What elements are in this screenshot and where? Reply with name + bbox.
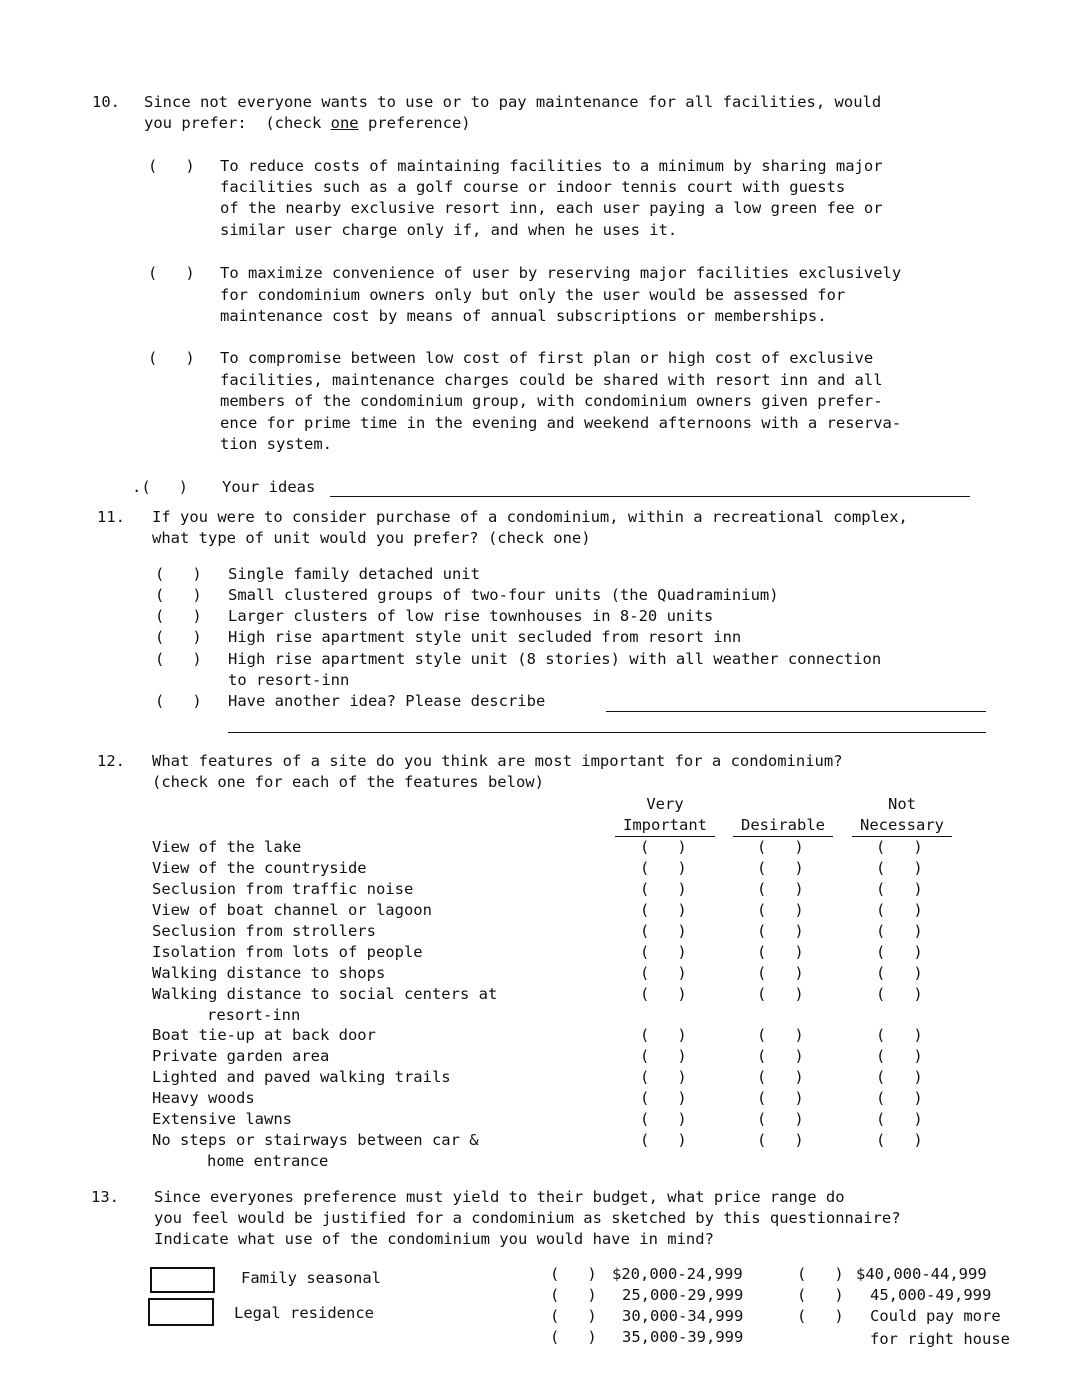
q12-feature-label: Extensive lawns xyxy=(152,1110,292,1128)
q10-ideas-line[interactable] xyxy=(330,496,970,497)
q12-not-necessary-checkbox[interactable]: ( ) xyxy=(876,1026,923,1044)
q12-desirable-checkbox[interactable]: ( ) xyxy=(757,1026,804,1044)
q11-option2-label: Small clustered groups of two-four units (the Quadraminium) xyxy=(228,586,779,604)
q13-price-label-6: 45,000-49,999 xyxy=(870,1286,992,1304)
q10-option3-line1: To compromise between low cost of first plan or high cost of exclusive xyxy=(220,349,874,367)
q13-price-label-1: $20,000-24,999 xyxy=(612,1265,743,1283)
q12-feature-label: Isolation from lots of people xyxy=(152,943,423,961)
q12-number: 12. xyxy=(97,752,125,770)
q10-option3-line2: facilities, maintenance charges could be shared with resort inn and all xyxy=(220,371,883,389)
q12-feature-label: Heavy woods xyxy=(152,1089,255,1107)
q12-desirable-checkbox[interactable]: ( ) xyxy=(757,859,804,877)
q11-option4-label: High rise apartment style unit secluded from resort inn xyxy=(228,628,742,646)
q13-question-line1: Since everyones preference must yield to their budget, what price range do xyxy=(154,1188,845,1206)
q12-question-line1: What features of a site do you think are most important for a condominium? xyxy=(152,752,843,770)
q12-col1-header-top: Very xyxy=(646,795,684,813)
q12-not-necessary-checkbox[interactable]: ( ) xyxy=(876,859,923,877)
q12-very-important-checkbox[interactable]: ( ) xyxy=(640,1068,687,1086)
q10-number: 10. xyxy=(92,93,120,111)
q12-not-necessary-checkbox[interactable]: ( ) xyxy=(876,985,923,1003)
q13-number: 13. xyxy=(91,1188,119,1206)
q11-option5-label: High rise apartment style unit (8 stories) with all weather connection xyxy=(228,650,882,668)
q10-option4-checkbox[interactable]: .( ) xyxy=(132,478,188,496)
q11-option6-checkbox[interactable]: ( ) xyxy=(155,692,202,710)
q12-not-necessary-checkbox[interactable]: ( ) xyxy=(876,880,923,898)
q10-option3-line5: tion system. xyxy=(220,435,332,453)
q13-question-line3: Indicate what use of the condominium you would have in mind? xyxy=(154,1230,714,1248)
q12-not-necessary-checkbox[interactable]: ( ) xyxy=(876,838,923,856)
q12-feature-label: Walking distance to shops xyxy=(152,964,386,982)
q12-very-important-checkbox[interactable]: ( ) xyxy=(640,859,687,877)
q13-price-checkbox-1[interactable]: ( ) xyxy=(550,1265,597,1283)
q12-very-important-checkbox[interactable]: ( ) xyxy=(640,1110,687,1128)
q13-price-label-5: $40,000-44,999 xyxy=(856,1265,987,1283)
q11-option2-checkbox[interactable]: ( ) xyxy=(155,586,202,604)
q13-price-checkbox-4[interactable]: ( ) xyxy=(550,1328,597,1346)
q12-very-important-checkbox[interactable]: ( ) xyxy=(640,901,687,919)
q12-not-necessary-checkbox[interactable]: ( ) xyxy=(876,922,923,940)
q13-price-label-3: 30,000-34,999 xyxy=(622,1307,744,1325)
q13-price-label-2: 25,000-29,999 xyxy=(622,1286,744,1304)
q13-family-seasonal-label: Family seasonal xyxy=(241,1269,381,1287)
q13-legal-residence-checkbox[interactable] xyxy=(148,1298,214,1326)
q12-not-necessary-checkbox[interactable]: ( ) xyxy=(876,1110,923,1128)
q12-question-line2: (check one for each of the features below) xyxy=(152,773,544,791)
q12-desirable-checkbox[interactable]: ( ) xyxy=(757,1068,804,1086)
q12-feature-label: View of boat channel or lagoon xyxy=(152,901,432,919)
q10-option2-line2: for condominium owners only but only the user would be assessed for xyxy=(220,286,846,304)
q12-col2-header: Desirable xyxy=(741,816,825,834)
q11-question-line2: what type of unit would you prefer? (check one) xyxy=(152,529,591,547)
q12-feature-label-continuation: home entrance xyxy=(207,1152,329,1170)
q12-desirable-checkbox[interactable]: ( ) xyxy=(757,1047,804,1065)
q12-feature-label: Private garden area xyxy=(152,1047,330,1065)
q13-price-checkbox-7[interactable]: ( ) xyxy=(797,1307,844,1325)
q13-family-seasonal-checkbox[interactable] xyxy=(150,1267,215,1293)
q13-question-line2: you feel would be justified for a condominium as sketched by this questionnaire? xyxy=(154,1209,901,1227)
q12-very-important-checkbox[interactable]: ( ) xyxy=(640,880,687,898)
q13-price-checkbox-5[interactable]: ( ) xyxy=(797,1265,844,1283)
q10-line2-emph: one xyxy=(330,114,359,132)
q11-option3-label: Larger clusters of low rise townhouses in 8-20 units xyxy=(228,607,714,625)
q12-feature-label: No steps or stairways between car & xyxy=(152,1131,479,1149)
q12-col3-header-top: Not xyxy=(888,795,916,813)
q12-feature-label: Seclusion from strollers xyxy=(152,922,376,940)
q12-feature-label: Seclusion from traffic noise xyxy=(152,880,414,898)
q12-desirable-checkbox[interactable]: ( ) xyxy=(757,1089,804,1107)
q12-desirable-checkbox[interactable]: ( ) xyxy=(757,880,804,898)
q11-option1-label: Single family detached unit xyxy=(228,565,480,583)
q12-desirable-checkbox[interactable]: ( ) xyxy=(757,985,804,1003)
q12-not-necessary-checkbox[interactable]: ( ) xyxy=(876,964,923,982)
q10-option1-line1: To reduce costs of maintaining facilities to a minimum by sharing major xyxy=(220,157,883,175)
q12-not-necessary-checkbox[interactable]: ( ) xyxy=(876,1131,923,1149)
q10-option2-line3: maintenance cost by means of annual subscriptions or memberships. xyxy=(220,307,827,325)
q10-line2-pre: you prefer: (check xyxy=(144,114,331,132)
q10-option1-line4: similar user charge only if, and when he uses it. xyxy=(220,221,678,239)
q12-very-important-checkbox[interactable]: ( ) xyxy=(640,922,687,940)
q11-option5-checkbox[interactable]: ( ) xyxy=(155,650,202,668)
q12-desirable-checkbox[interactable]: ( ) xyxy=(757,964,804,982)
q11-describe-line2[interactable] xyxy=(228,732,986,733)
q12-very-important-checkbox[interactable]: ( ) xyxy=(640,1089,687,1107)
q12-very-important-checkbox[interactable]: ( ) xyxy=(640,1131,687,1149)
q13-price-checkbox-3[interactable]: ( ) xyxy=(550,1307,597,1325)
q11-option3-checkbox[interactable]: ( ) xyxy=(155,607,202,625)
q12-not-necessary-checkbox[interactable]: ( ) xyxy=(876,1068,923,1086)
q12-very-important-checkbox[interactable]: ( ) xyxy=(640,985,687,1003)
q10-question-line1: Since not everyone wants to use or to pay maintenance for all facilities, would xyxy=(144,93,882,111)
q10-question-line2 xyxy=(144,113,471,134)
q10-option2-line1: To maximize convenience of user by reserving major facilities exclusively xyxy=(220,264,902,282)
q12-desirable-checkbox[interactable]: ( ) xyxy=(757,901,804,919)
q12-desirable-checkbox[interactable]: ( ) xyxy=(757,1110,804,1128)
q12-feature-label: View of the lake xyxy=(152,838,302,856)
q12-feature-label: Boat tie-up at back door xyxy=(152,1026,376,1044)
q12-very-important-checkbox[interactable]: ( ) xyxy=(640,1047,687,1065)
q10-line2-post: preference) xyxy=(358,114,471,132)
q11-describe-line1[interactable] xyxy=(606,711,986,712)
q11-question-line1: If you were to consider purchase of a condominium, within a recreational complex, xyxy=(152,508,908,526)
q10-option4-label: Your ideas xyxy=(222,478,316,496)
q12-desirable-checkbox[interactable]: ( ) xyxy=(757,943,804,961)
q12-col3-header-bottom: Necessary xyxy=(860,816,944,834)
q12-desirable-checkbox[interactable]: ( ) xyxy=(757,922,804,940)
q11-number: 11. xyxy=(97,508,125,526)
q12-col1-header-bottom: Important xyxy=(623,816,707,834)
q12-very-important-checkbox[interactable]: ( ) xyxy=(640,943,687,961)
q10-option3-checkbox[interactable]: ( ) xyxy=(148,349,195,367)
q12-feature-label: Walking distance to social centers at xyxy=(152,985,498,1003)
q13-price-label-4: 35,000-39,999 xyxy=(622,1328,744,1346)
q12-very-important-checkbox[interactable]: ( ) xyxy=(640,964,687,982)
q13-price-label-7-continuation: for right house xyxy=(870,1330,1010,1348)
q10-option3-line3: members of the condominium group, with condominium owners given prefer- xyxy=(220,392,883,410)
q12-feature-label: Lighted and paved walking trails xyxy=(152,1068,451,1086)
q12-not-necessary-checkbox[interactable]: ( ) xyxy=(876,1089,923,1107)
q12-very-important-checkbox[interactable]: ( ) xyxy=(640,838,687,856)
q12-feature-label: View of the countryside xyxy=(152,859,367,877)
q12-feature-label-continuation: resort-inn xyxy=(207,1006,301,1024)
q11-option6-label: Have another idea? Please describe xyxy=(228,692,546,710)
q11-option4-checkbox[interactable]: ( ) xyxy=(155,628,202,646)
q13-price-checkbox-2[interactable]: ( ) xyxy=(550,1286,597,1304)
q13-price-checkbox-6[interactable]: ( ) xyxy=(797,1286,844,1304)
q10-option1-line2: facilities such as a golf course or indoor tennis court with guests xyxy=(220,178,846,196)
q11-option5-continuation: to resort-inn xyxy=(228,671,350,689)
q10-option3-line4: ence for prime time in the evening and weekend afternoons with a reserva- xyxy=(220,414,902,432)
q12-desirable-checkbox[interactable]: ( ) xyxy=(757,1131,804,1149)
q10-option2-checkbox[interactable]: ( ) xyxy=(148,264,195,282)
q12-desirable-checkbox[interactable]: ( ) xyxy=(757,838,804,856)
q12-very-important-checkbox[interactable]: ( ) xyxy=(640,1026,687,1044)
q11-option1-checkbox[interactable]: ( ) xyxy=(155,565,202,583)
q13-legal-residence-label: Legal residence xyxy=(234,1304,374,1322)
q13-price-label-7: Could pay more xyxy=(870,1307,1001,1325)
q10-option1-line3: of the nearby exclusive resort inn, each user paying a low green fee or xyxy=(220,199,883,217)
q10-option1-checkbox[interactable]: ( ) xyxy=(148,157,195,175)
q12-not-necessary-checkbox[interactable]: ( ) xyxy=(876,1047,923,1065)
q12-not-necessary-checkbox[interactable]: ( ) xyxy=(876,901,923,919)
q12-not-necessary-checkbox[interactable]: ( ) xyxy=(876,943,923,961)
